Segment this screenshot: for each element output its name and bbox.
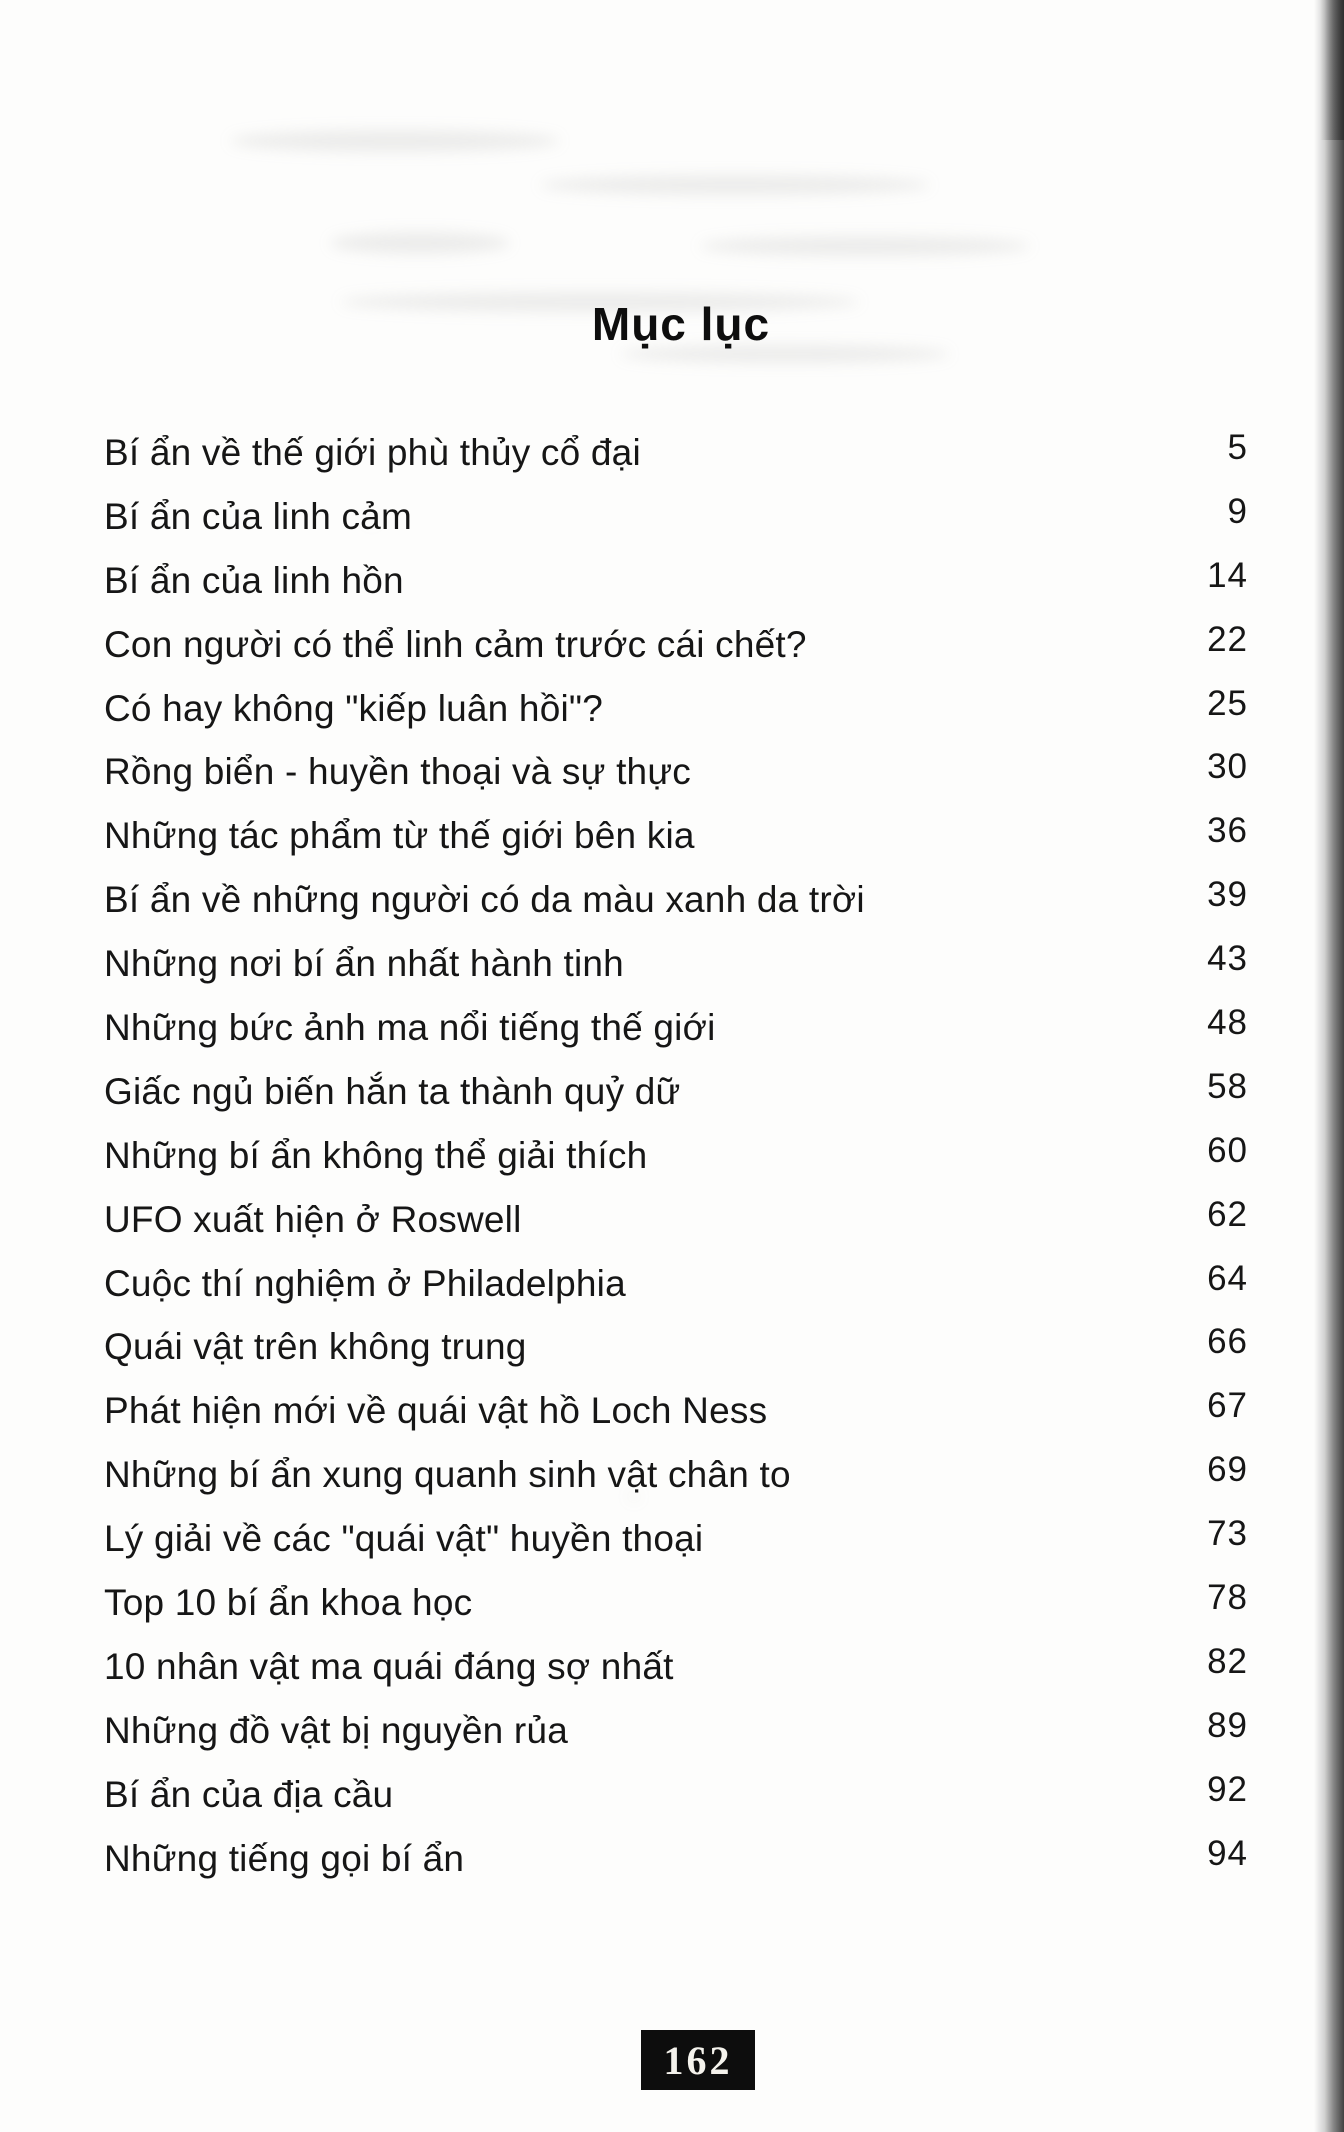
toc-entry-title: Những tiếng gọi bí ẩn bbox=[104, 1837, 465, 1879]
toc-entry-title: Những tác phẩm từ thế giới bên kia bbox=[104, 815, 695, 857]
toc-entry-page: 43 bbox=[1207, 939, 1248, 979]
toc-entry-page: 39 bbox=[1207, 875, 1248, 915]
toc-entry-title: Giấc ngủ biến hắn ta thành quỷ dữ bbox=[104, 1070, 681, 1112]
toc-row bbox=[104, 549, 1248, 613]
bleed-through-smudge bbox=[230, 130, 560, 152]
toc-entry-page: 66 bbox=[1207, 1322, 1248, 1362]
toc-entry-page: 36 bbox=[1207, 811, 1248, 851]
toc-row bbox=[104, 804, 1248, 868]
toc-row bbox=[104, 996, 1248, 1060]
toc-entry-page: 9 bbox=[1227, 491, 1248, 531]
toc-row bbox=[104, 1699, 1248, 1763]
toc-list bbox=[104, 421, 1248, 1890]
toc-entry-page: 82 bbox=[1207, 1641, 1248, 1681]
page-number-badge bbox=[641, 2030, 755, 2090]
toc-entry-title: Những bức ảnh ma nổi tiếng thế giới bbox=[104, 1006, 716, 1048]
toc-entry-title: 10 nhân vật ma quái đáng sợ nhất bbox=[104, 1645, 674, 1687]
toc-entry-title: Quái vật trên không trung bbox=[104, 1326, 527, 1368]
toc-entry-page: 92 bbox=[1207, 1769, 1248, 1809]
toc-row bbox=[104, 677, 1248, 741]
toc-row bbox=[104, 1252, 1248, 1316]
toc-row bbox=[104, 1827, 1248, 1891]
toc-entry-page: 78 bbox=[1207, 1577, 1248, 1617]
page-title: Mục lục bbox=[591, 298, 771, 350]
page-number-text: 162 bbox=[663, 2037, 733, 2083]
toc-entry-title: Bí ẩn của linh cảm bbox=[104, 495, 412, 537]
toc-entry-title: Cuộc thí nghiệm ở Philadelphia bbox=[104, 1262, 626, 1304]
toc-entry-page: 67 bbox=[1207, 1386, 1248, 1426]
toc-entry-title: Những bí ẩn không thể giải thích bbox=[104, 1134, 648, 1176]
toc-entry-page: 30 bbox=[1207, 747, 1248, 787]
toc-entry-page: 73 bbox=[1207, 1514, 1248, 1554]
scan-edge-shadow bbox=[1314, 0, 1344, 2132]
toc-entry-page: 25 bbox=[1207, 683, 1248, 723]
toc-entry-title: Rồng biển - huyền thoại và sự thực bbox=[104, 751, 692, 793]
toc-entry-page: 64 bbox=[1207, 1258, 1248, 1298]
bleed-through-smudge bbox=[700, 236, 1030, 256]
toc-entry-title: Phát hiện mới về quái vật hồ Loch Ness bbox=[104, 1390, 768, 1432]
toc-entry-title: Top 10 bí ẩn khoa học bbox=[104, 1581, 473, 1623]
bleed-through-smudge bbox=[540, 175, 930, 195]
toc-row bbox=[104, 421, 1248, 485]
toc-row bbox=[104, 1443, 1248, 1507]
toc-entry-title: Bí ẩn của linh hồn bbox=[104, 559, 404, 601]
toc-entry-page: 14 bbox=[1207, 555, 1248, 595]
toc-entry-title: Bí ẩn về thế giới phù thủy cổ đại bbox=[104, 431, 641, 473]
toc-entry-page: 48 bbox=[1207, 1002, 1248, 1042]
toc-entry-title: Con người có thể linh cảm trước cái chết? bbox=[104, 623, 807, 665]
toc-row bbox=[104, 485, 1248, 549]
toc-row bbox=[104, 1188, 1248, 1252]
toc-row bbox=[104, 932, 1248, 996]
toc-entry-page: 58 bbox=[1207, 1066, 1248, 1106]
toc-entry-title: Có hay không "kiếp luân hồi"? bbox=[104, 687, 604, 729]
toc-row bbox=[104, 613, 1248, 677]
toc-row bbox=[104, 1635, 1248, 1699]
toc-row bbox=[104, 1571, 1248, 1635]
toc-row bbox=[104, 740, 1248, 804]
toc-row bbox=[104, 1124, 1248, 1188]
toc-entry-page: 60 bbox=[1207, 1130, 1248, 1170]
toc-entry-title: Những nơi bí ẩn nhất hành tinh bbox=[104, 943, 624, 985]
toc-entry-page: 69 bbox=[1207, 1450, 1248, 1490]
toc-entry-page: 62 bbox=[1207, 1194, 1248, 1234]
toc-row bbox=[104, 1379, 1248, 1443]
toc-row bbox=[104, 1315, 1248, 1379]
toc-entry-title: Bí ẩn của địa cầu bbox=[104, 1773, 394, 1815]
toc-entry-page: 94 bbox=[1207, 1833, 1248, 1873]
toc-row bbox=[104, 1060, 1248, 1124]
toc-entry-page: 22 bbox=[1207, 619, 1248, 659]
toc-row bbox=[104, 1507, 1248, 1571]
toc-entry-title: UFO xuất hiện ở Roswell bbox=[104, 1198, 522, 1240]
toc-row bbox=[104, 1763, 1248, 1827]
toc-row bbox=[104, 868, 1248, 932]
toc-entry-title: Những bí ẩn xung quanh sinh vật chân to bbox=[104, 1454, 791, 1496]
bleed-through-smudge bbox=[330, 232, 510, 254]
toc-entry-title: Bí ẩn về những người có da màu xanh da trời bbox=[104, 879, 865, 921]
toc-entry-page: 5 bbox=[1227, 427, 1248, 467]
toc-entry-page: 89 bbox=[1207, 1705, 1248, 1745]
toc-entry-title: Những đồ vật bị nguyền rủa bbox=[104, 1709, 568, 1751]
toc-entry-title: Lý giải về các "quái vật" huyền thoại bbox=[104, 1518, 704, 1560]
